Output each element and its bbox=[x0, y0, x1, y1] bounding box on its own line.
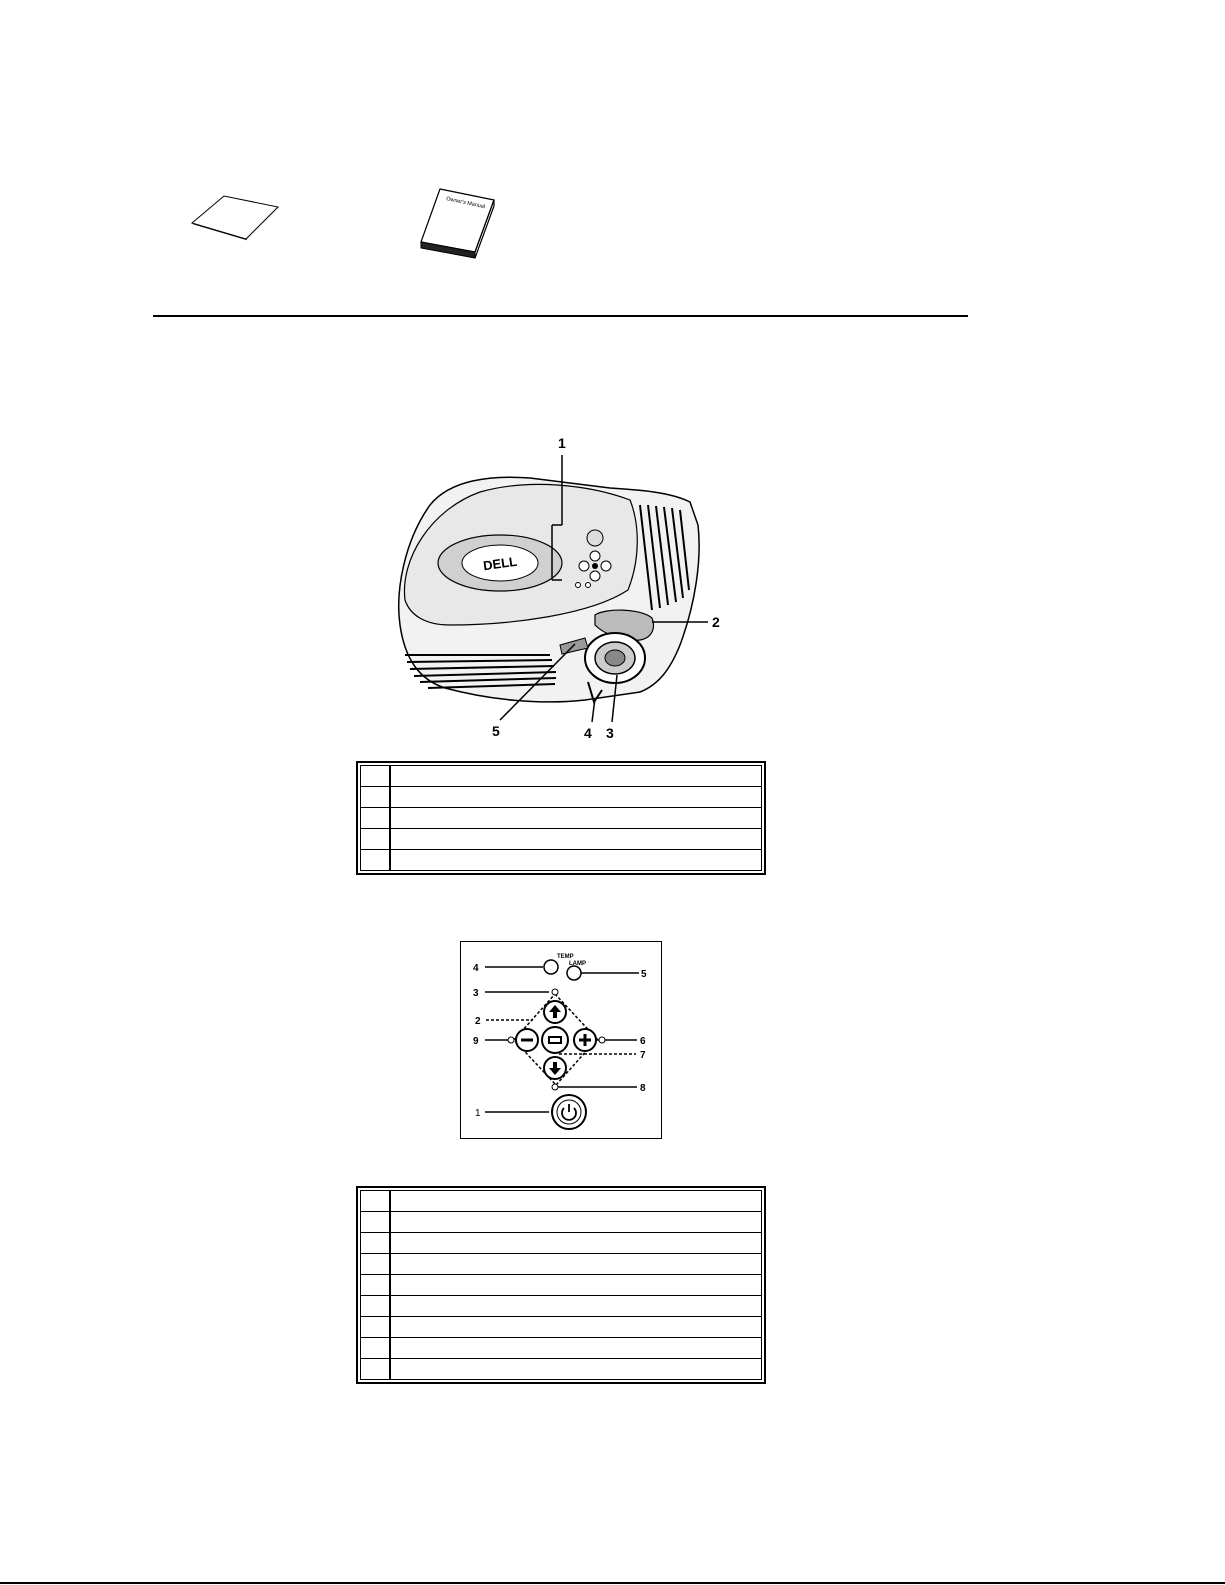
projector-callout-3: 3 bbox=[606, 725, 614, 741]
plus-button bbox=[574, 1029, 596, 1051]
projector-callout-4: 4 bbox=[584, 725, 592, 741]
table-row bbox=[360, 1359, 762, 1380]
legend-number bbox=[360, 1296, 390, 1317]
legend-description bbox=[390, 1254, 762, 1275]
legend-number bbox=[360, 1338, 390, 1359]
manual-cover-text: Owner's Manual bbox=[445, 196, 486, 211]
table-row bbox=[360, 787, 762, 808]
panel-callout-5: 5 bbox=[641, 969, 647, 980]
legend-description bbox=[390, 787, 762, 808]
legend-number bbox=[360, 765, 390, 787]
document-sheet-icon bbox=[190, 193, 280, 243]
table-row bbox=[360, 1233, 762, 1254]
legend-description bbox=[390, 1338, 762, 1359]
dell-logo-text: DELL bbox=[482, 553, 518, 574]
legend-number bbox=[360, 1190, 390, 1212]
legend-description bbox=[390, 1233, 762, 1254]
projector-callout-1: 1 bbox=[558, 435, 566, 451]
table-row bbox=[360, 1190, 762, 1212]
table-row bbox=[360, 1275, 762, 1296]
table-row bbox=[360, 808, 762, 829]
table-row bbox=[360, 1254, 762, 1275]
legend-number bbox=[360, 1233, 390, 1254]
projector-callout-2: 2 bbox=[712, 614, 720, 630]
table-row bbox=[360, 765, 762, 787]
temp-indicator-light bbox=[544, 960, 558, 974]
panel-callout-3: 3 bbox=[473, 988, 479, 999]
table-row bbox=[360, 1212, 762, 1233]
lamp-label: LAMP bbox=[569, 961, 586, 967]
legend-number bbox=[360, 1317, 390, 1338]
panel-callout-2: 2 bbox=[475, 1016, 481, 1027]
owners-manual-icon bbox=[416, 186, 498, 260]
legend-description bbox=[390, 850, 762, 871]
up-arrow-button bbox=[544, 1001, 566, 1023]
legend-number bbox=[360, 1275, 390, 1296]
legend-number bbox=[360, 787, 390, 808]
lamp-indicator-light bbox=[567, 966, 581, 980]
table-row bbox=[360, 850, 762, 871]
power-button bbox=[552, 1095, 586, 1129]
legend-number bbox=[360, 850, 390, 871]
right-led bbox=[599, 1037, 605, 1043]
legend-number bbox=[360, 1254, 390, 1275]
projector-legend-table bbox=[356, 761, 766, 875]
legend-description bbox=[390, 1190, 762, 1212]
panel-callout-7: 7 bbox=[640, 1050, 646, 1061]
panel-callout-9: 9 bbox=[473, 1036, 479, 1047]
menu-button bbox=[542, 1027, 568, 1053]
page-bottom-rule bbox=[0, 1582, 1225, 1584]
legend-description bbox=[390, 1296, 762, 1317]
projector-illustration bbox=[390, 430, 750, 745]
panel-callout-4: 4 bbox=[473, 963, 479, 974]
down-arrow-button bbox=[544, 1057, 566, 1079]
panel-callout-6: 6 bbox=[640, 1036, 646, 1047]
projector-callout-5: 5 bbox=[492, 723, 500, 739]
panel-callout-8: 8 bbox=[640, 1083, 646, 1094]
legend-description bbox=[390, 1317, 762, 1338]
legend-number bbox=[360, 808, 390, 829]
legend-description bbox=[390, 1359, 762, 1380]
legend-description bbox=[390, 1212, 762, 1233]
legend-number bbox=[360, 1359, 390, 1380]
left-led bbox=[508, 1037, 514, 1043]
table-row bbox=[360, 1317, 762, 1338]
table-row bbox=[360, 1296, 762, 1317]
legend-description bbox=[390, 765, 762, 787]
section-divider bbox=[153, 315, 968, 317]
legend-description bbox=[390, 1275, 762, 1296]
control-panel-illustration bbox=[460, 941, 662, 1139]
legend-number bbox=[360, 829, 390, 850]
temp-label: TEMP bbox=[557, 954, 574, 960]
table-row bbox=[360, 1338, 762, 1359]
control-panel-legend-table bbox=[356, 1186, 766, 1384]
down-led bbox=[552, 1084, 558, 1090]
up-led bbox=[552, 989, 558, 995]
legend-description bbox=[390, 829, 762, 850]
table-row bbox=[360, 829, 762, 850]
minus-button bbox=[516, 1029, 538, 1051]
legend-number bbox=[360, 1212, 390, 1233]
panel-callout-1: 1 bbox=[475, 1108, 481, 1119]
legend-description bbox=[390, 808, 762, 829]
